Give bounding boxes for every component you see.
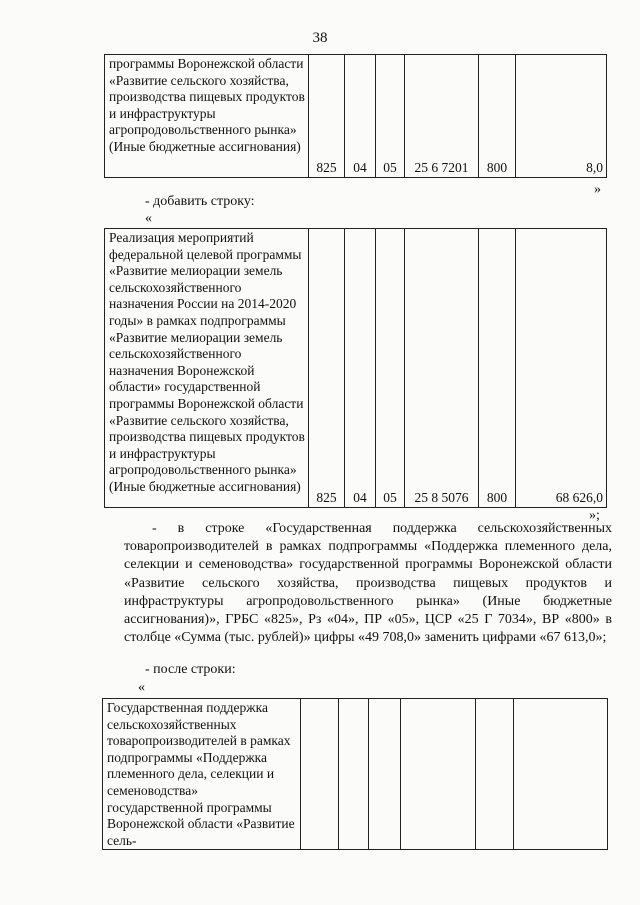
csr-cell bbox=[401, 699, 476, 850]
closing-quote: »; bbox=[589, 508, 600, 523]
row-name-cell: Государственная поддержка сельскохозяйственных товаропроизводителей в рамках подпрограммы «Поддержка племенного дела, селекции и семеноводства» государственной программы Воронежской области «Развитие сель- bbox=[103, 699, 301, 850]
opening-quote: « bbox=[145, 211, 152, 226]
budget-table-reference-row bbox=[102, 698, 608, 850]
pr-cell bbox=[369, 699, 401, 850]
grbs-cell bbox=[301, 699, 339, 850]
pr-cell: 05 bbox=[376, 229, 405, 508]
vr-cell: 800 bbox=[479, 229, 516, 508]
amendment-paragraph bbox=[124, 520, 612, 647]
sum-cell: 68 626,0 bbox=[516, 229, 607, 508]
page-number: 38 bbox=[312, 30, 328, 46]
budget-table-added-row bbox=[104, 228, 607, 508]
rz-cell: 04 bbox=[345, 229, 376, 508]
csr-cell: 25 8 5076 bbox=[405, 229, 479, 508]
grbs-cell: 825 bbox=[309, 55, 345, 178]
instruction-add-row: - добавить строку: bbox=[145, 194, 255, 209]
rz-cell bbox=[339, 699, 369, 850]
row-name-cell: программы Воронежской области «Развитие сельского хозяйства, производства пищевых продуктов и инфраструктуры агропродовольственного рынка» (Иные бюджетные ассигнования) bbox=[105, 55, 309, 178]
instruction-after-row: - после строки: bbox=[145, 662, 236, 677]
closing-quote: » bbox=[594, 182, 601, 197]
sum-cell bbox=[514, 699, 608, 850]
vr-cell: 800 bbox=[479, 55, 516, 178]
table-row bbox=[105, 229, 607, 508]
amendment-text: - в строке «Государственная поддержка сельскохозяйственных товаропроизводителей в рамках подпрограммы «Поддержка племенного дела, селекции и семеноводства» государственной программы Воронежской области «Развитие сельского хозяйства, производства пищевых продуктов и инфраструктуры агропродовольственного рынка» (Иные бюджетные ассигнования)», ГРБС «825», Рз «04», ПР «05», ЦСР «25 Г 7034», ВР «800» в столбце «Сумма (тыс. рублей)» цифры «49 708,0» заменить цифрами «67 613,0»; bbox=[124, 521, 612, 646]
vr-cell bbox=[476, 699, 514, 850]
csr-cell: 25 6 7201 bbox=[405, 55, 479, 178]
grbs-cell: 825 bbox=[309, 229, 345, 508]
sum-cell: 8,0 bbox=[516, 55, 607, 178]
opening-quote: « bbox=[138, 680, 145, 695]
table-row bbox=[103, 699, 608, 850]
table-row bbox=[105, 55, 607, 178]
row-name-cell: Реализация мероприятий федеральной целевой программы «Развитие мелиорации земель сельскохозяйственного назначения России на 2014-2020 годы» в рамках подпрограммы «Развитие мелиорации земель сельскохозяйственного назначения Воронежской области» государственной программы Воронежской области «Развитие сельского хозяйства, производства пищевых продуктов и инфраструктуры агропродовольственного рынка» (Иные бюджетные ассигнования) bbox=[105, 229, 309, 508]
budget-table-continued bbox=[104, 54, 607, 178]
pr-cell: 05 bbox=[376, 55, 405, 178]
rz-cell: 04 bbox=[345, 55, 376, 178]
